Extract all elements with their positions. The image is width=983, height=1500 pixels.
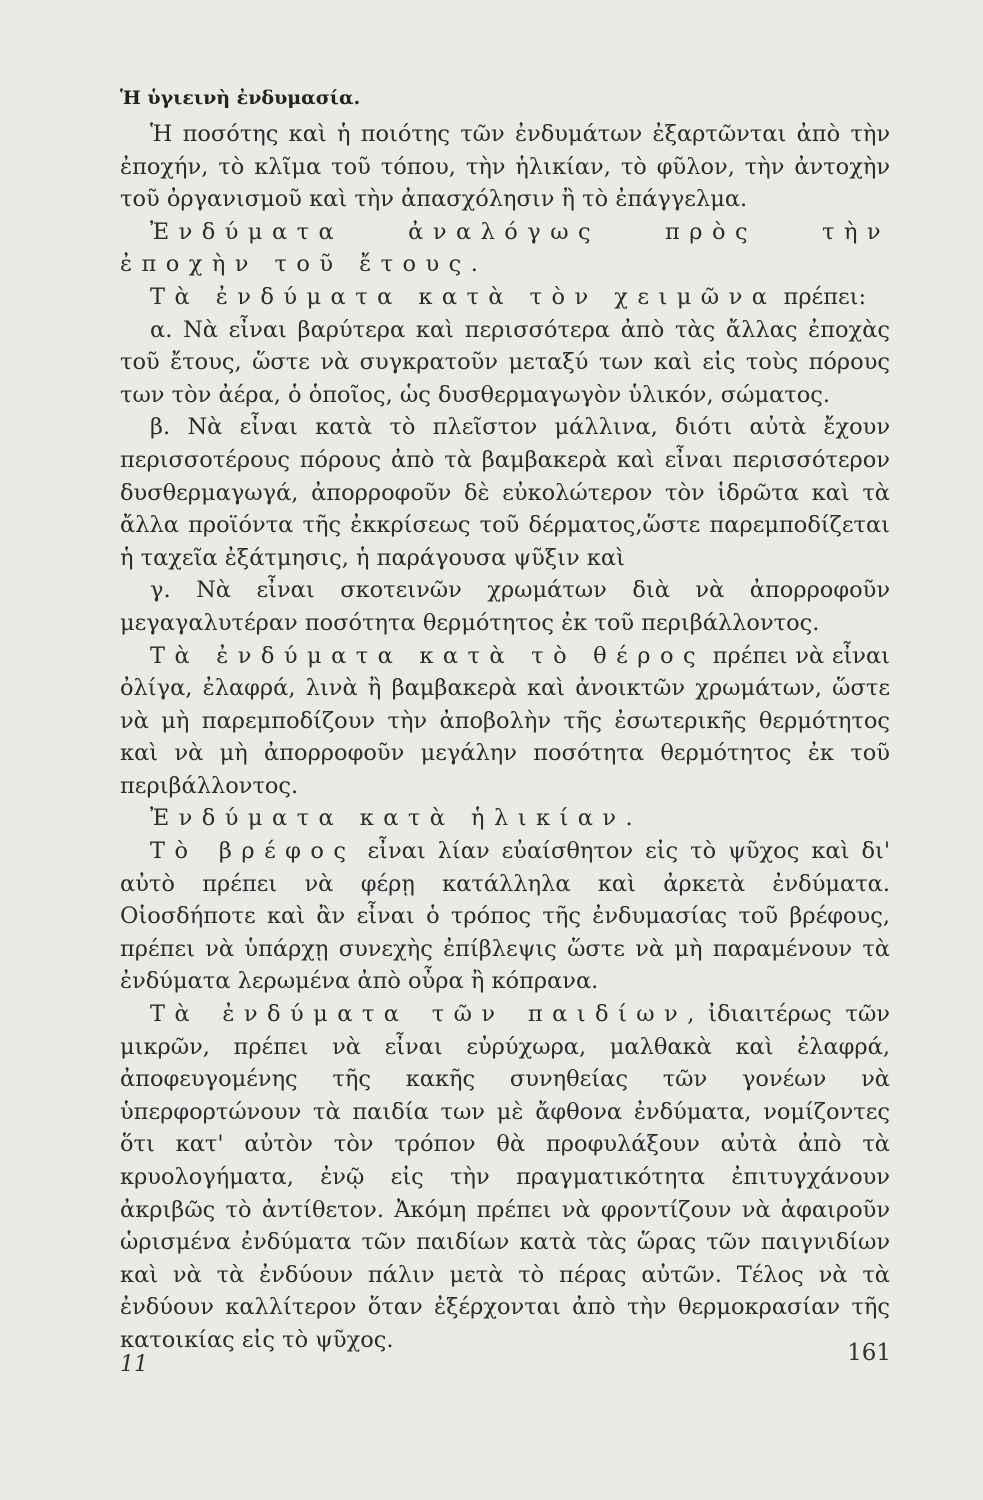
paragraph-item-b: β. Νὰ εἶναι κατὰ τὸ πλεῖστον μάλλινα, διότι αὐτὰ ἔχουν περισσοτέρους πόρους ἀπὸ τὰ βαμβακερὰ καὶ εἶναι περισσότερον δυσθερμαγωγά, ἀπορροφοῦν δὲ εὐκολώτερον τὸν ἱδρῶτα καὶ τὰ ἄλλα προϊόντα τῆς ἐκκρίσεως τοῦ δέρματος,ὥστε παρεμποδίζεται ἡ ταχεῖα ἐξάτμησις, ἡ παράγουσα ψῦξιν καὶ: [120, 414, 890, 571]
winter-rest: πρέπει:: [776, 283, 867, 310]
children-rest: , ἰδιαιτέρως τῶν μικρῶν, πρέπει νὰ εἶναι εὐρύχωρα, μαλθακὰ καὶ ἐλαφρά, ἀποφευγομένης τῆς κακῆς συνηθείας τῶν γονέων νὰ ὑπερφορτώνουν τὰ παιδία των μὲ ἄφθονα ἐνδύματα, νομίζοντες ὅτι κατ' αὐτὸν τὸν τρόπον θὰ προφυλάξουν αὐτὰ ἀπὸ τὰ κρυολογήματα, ἐνῷ εἰς τὴν πραγματικότητα ἐπιτυγχάνουν ἀκριβῶς τὸ ἀντίθετον. Ἀκόμη πρέπει νὰ φροντίζουν νὰ ἀφαιροῦν ὡρισμένα ἐνδύματα τῶν παιδίων κατὰ τὰς ὥρας τῶν παιγνιδίων καὶ νὰ τὰ ἐνδύουν πάλιν μετὰ τὸ πέρας αὐτῶν. Τέλος νὰ τὰ ἐνδύουν καλλίτερον ὅταν ἐξέρχονται ἀπὸ τὴν θερμοκρασίαν τῆς κατοικίας εἰς τὸ ψῦχος.: [120, 1001, 890, 1353]
paragraph-item-c: γ. Νὰ εἶναι σκοτεινῶν χρωμάτων διὰ νὰ ἀπορροφοῦν μεγαγαλυτέραν ποσότητα θερμότητος ἐκ τοῦ περιβάλλοντος.: [120, 577, 890, 636]
paragraph-item-a: α. Νὰ εἶναι βαρύτερα καὶ περισσότερα ἀπὸ τὰς ἄλλας ἐποχὰς τοῦ ἔτους, ὥστε νὰ συγκρατοῦν μεταξύ των καὶ εἰς τοὺς πόρους των τὸν ἀέρα, ὁ ὁποῖος, ὡς δυσθερμαγωγὸν ὑλικόν, σώματος.: [120, 316, 890, 408]
winter-spaced-phrase: Τὰ ἐνδύματα κατὰ τὸν χειμῶνα: [150, 283, 777, 310]
paragraph-summer: [120, 640, 890, 803]
subheading-season: Ἐνδύματα ἀναλόγως πρὸς τὴν ἐποχὴν τοῦ ἔτους.: [120, 218, 890, 278]
paragraph-intro: Ἡ ποσότης καὶ ἡ ποιότης τῶν ἐνδυμάτων ἐξαρτῶνται ἀπὸ τὴν ἐποχήν, τὸ κλῖμα τοῦ τόπου, τὴν ἡλικίαν, τὸ φῦλον, τὴν ἀντοχὴν τοῦ ὀργανισμοῦ καὶ τὴν ἀπασχόλησιν ἢ τὸ ἐπάγγελμα.: [120, 121, 890, 213]
infant-spaced-phrase: Τὸ βρέφος: [150, 838, 356, 865]
paragraph-winter: [120, 281, 890, 314]
body-text: [120, 84, 890, 1357]
infant-rest: εἶναι λίαν εὐαίσθητον εἰς τὸ ψῦχος καὶ δι' αὐτὸ πρέπει νὰ φέρῃ κατάλληλα καὶ ἀρκετὰ ἐνδύματα. Οἱοσδήποτε καὶ ἂν εἶναι ὁ τρόπος τῆς ἐνδυμασίας τοῦ βρέφους, πρέπει νὰ ὑπάρχῃ συνεχὴς ἐπίβλεψις ὥστε νὰ μὴ παραμένουν τὰ ἐνδύματα λερωμένα ἀπὸ οὖρα ἢ κόπρανα.: [120, 838, 890, 995]
page-number: 161: [847, 1340, 891, 1366]
paragraph-infant: [120, 835, 890, 998]
subheading-age: Ἐνδύματα κατὰ ἡλικίαν.: [150, 805, 643, 832]
children-spaced-phrase: Τὰ ἐνδύματα τῶν παιδίων: [150, 1001, 688, 1028]
paragraph-children: [120, 998, 890, 1357]
section-heading: Ἡ ὑγιεινὴ ἐνδυμασία.: [120, 87, 361, 109]
summer-rest: πρέπει νὰ εἶναι ὀλίγα, ἐλαφρά, λινὰ ἢ βαμβακερὰ καὶ ἀνοικτῶν χρωμάτων, ὥστε νὰ μὴ παρεμποδίζουν τὴν ἀποβολὴν τῆς ἐσωτερικῆς θερμότητος καὶ νὰ μὴ ἀπορροφοῦν μεγάλην ποσότητα θερμότητος ἐκ τοῦ περιβάλλοντος.: [120, 642, 890, 799]
signature-mark: 11: [120, 1352, 148, 1377]
summer-spaced-phrase: Τὰ ἐνδύματα κατὰ τὸ θέρος: [150, 642, 706, 669]
